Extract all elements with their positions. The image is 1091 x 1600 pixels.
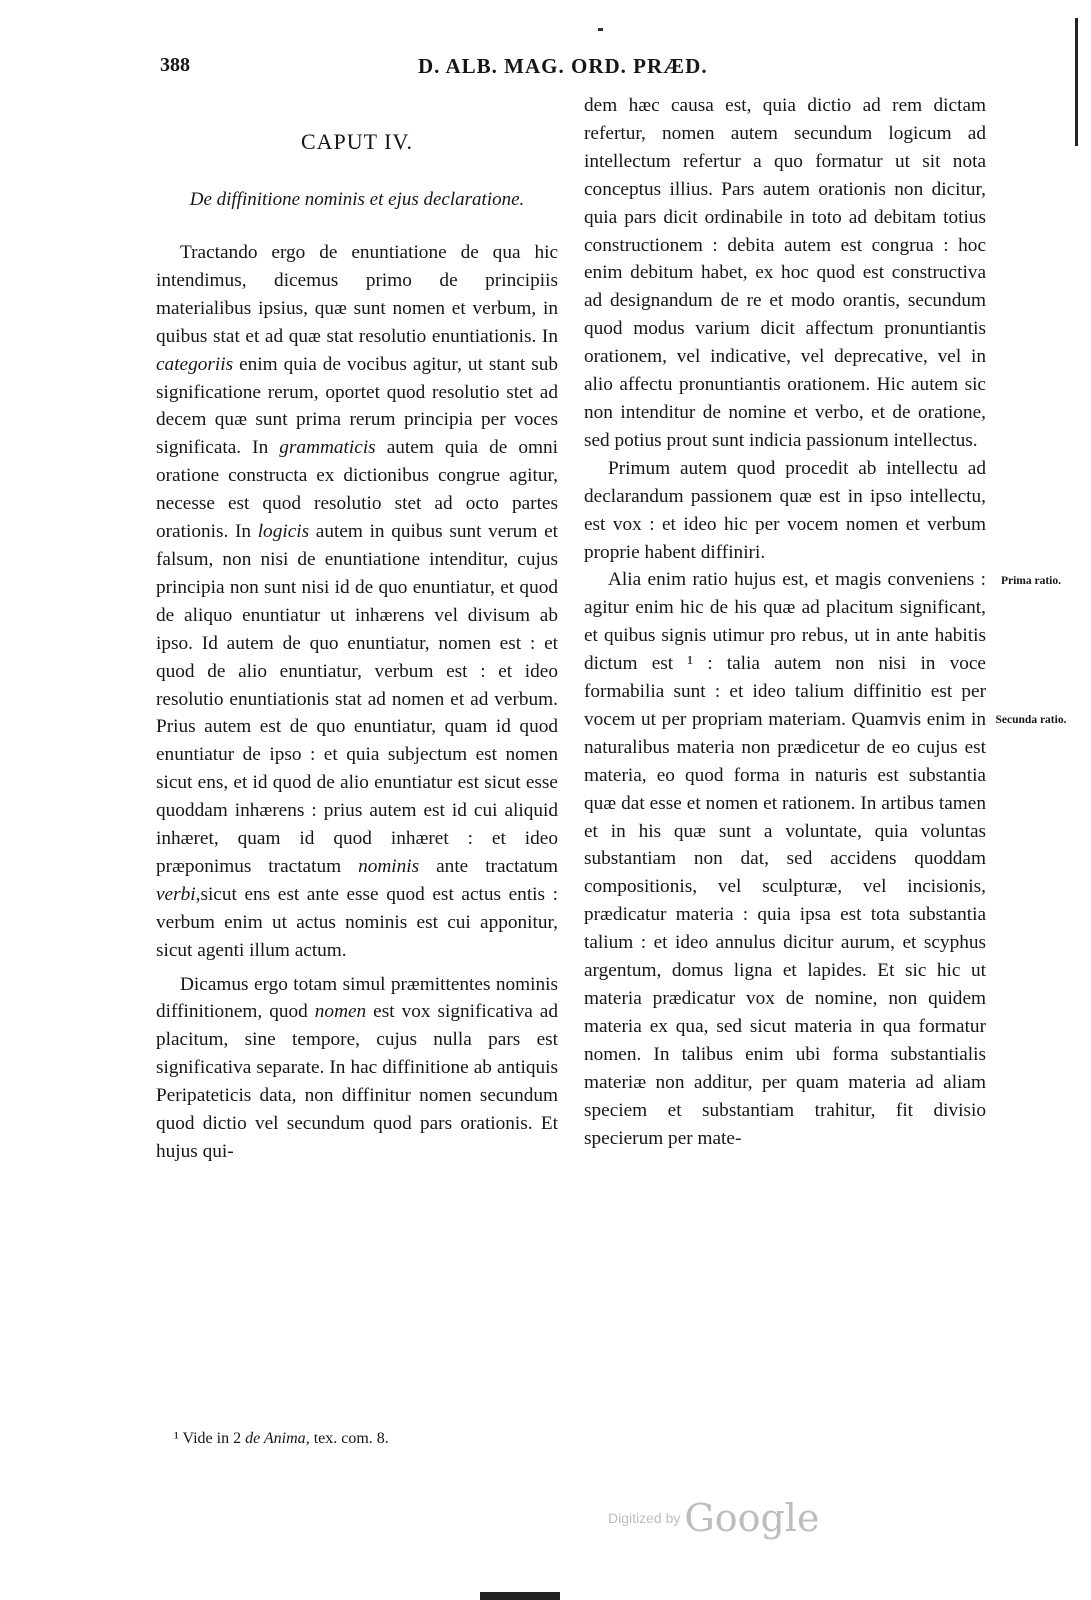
running-head: D. ALB. MAG. ORD. PRÆD. [418,54,708,78]
italic-term: verbi [156,883,196,905]
margin-note: Secunda ratio. [995,714,1067,726]
margin-note: Prima ratio. [1000,575,1062,587]
paragraph: dem hæc causa est, quia dictio ad rem dictam refertur, nomen autem secundum logicum ad intellectum refertur a quo formatur ut sit nota conceptus illius. Pars autem orationis non dicitur, quia pars dicit ordinabile in toto ad debitam totius constructionem : debita autem est congrua : hoc enim debitum habet, ex hoc quod est constructiva ad designandum de re et modo orantis, secundum quod modus varium dicit affectum pronuntiantis orationem, vel indicative, vel deprecative, vel in alio affectu pronuntiantis orationem. Hic autem sic non intenditur de nomine et verbo, et de oratione, sed potius prout sunt indicia passionum intellectus. [584,95,986,451]
bottom-ink-mark [480,1592,560,1600]
paragraph: Primum autem quod procedit ab intellectu ad declarandum passionem quæ est in ipso intellectu, est vox : et ideo hic per vocem nomen et verbum proprie habent diffiniri. [584,457,986,563]
right-column [584,92,986,1152]
page-edge-rule [1075,18,1078,146]
left-column [156,122,558,1166]
italic-term: categoriis [156,353,234,375]
digitization-watermark: Digitized by Google [608,1496,820,1540]
paragraph: Alia enim ratio hujus est, et magis conveniens : agitur enim hic de his quæ ad placitum significant, et quibus signis utimur pro rebus, ut in ante habitis dictum est ¹ : talia autem non nisi in voce formabilia sunt : et ideo talium diffinitio est per vocem ut per propriam materiam. Quamvis enim in naturalibus materia non prædicetur de eo cujus est materia, eo quod forma in naturis est substantia quæ dat esse et nomen et rationem. In artibus tamen et in his quæ sunt a voluntate, quia voluntas substantiam non dat, sed accidens quoddam compositionis, vel sculpturæ, vel incisionis, prædicatur materia : quia ipsa est tota substantia talium : et ideo annulus dicitur aurum, et scyphus argentum, domus ligna et lapides. Et sic hic ut materia prædicatur vox de nomine, non quidem materia ex qua, sed sicut materia in qua formatur nomen. In talibus enim ubi forma substantialis materiæ non additur, per quam materia ad aliam speciem et substantiam trahitur, fit divisio specierum per mate- [584,569,986,1149]
chapter-subtitle: De diffinitione nominis et ejus declaratione. [189,189,525,210]
paragraph: Tractando ergo de enuntiatione de qua hic intendimus, dicemus primo de principiis materialibus ipsius, quæ sunt nomen et verbum, in quibus stat et ad quæ stat resolutio enuntiationis. In categoriis enim quia de vocibus agitur, ut stant sub significatione rerum, oportet quod resolutio stet ad decem quæ sunt prima rerum principia per voces significata. In grammaticis autem quia de omni oratione constructa ex dictionibus congrue agitur, necesse est quod resolutio stet ad octo partes orationis. In logicis autem in quibus sunt verum et falsum, non nisi de enuntiatione intenditur, cujus principia non sunt nisi id de quo enuntiatur, et quod de aliquo enuntiatur ut inhærens vel divisum ab ipso. Id autem de quo enuntiatur, nomen est : et quod de alio enuntiatur, verbum est : et ideo resolutio enuntiationis stat ad nomen et ad verbum. Prius autem est de quo enuntiatur, quam id quod enuntiatur de ipso : et quia subjectum est nomen sicut ens, et id quod de alio enuntiatur est sicut esse quoddam inhærens : prius autem est id cui aliquid inhæret, quam id quod inhæret : et ideo præponimus tractatum nominis ante tractatum verbi,sicut ens est ante esse quod est actus entis : verbum enim ut actus nominis est cui apponitur, sicut agenti illum actum. [156,242,558,961]
chapter-title: CAPUT IV. [300,129,414,154]
ink-mark [598,28,603,31]
italic-term: grammaticis [279,437,376,459]
footnote: ¹ Vide in 2 de Anima, tex. com. 8. [174,1430,389,1447]
page-number: 388 [160,54,190,76]
google-logo: Google [684,1496,820,1540]
italic-term: nominis [358,855,420,877]
italic-term: nomen [314,1001,367,1023]
paragraph: Dicamus ergo totam simul præmittentes nominis diffinitionem, quod nomen est vox significativa ad placitum, sine tempore, cujus nulla pars est significativa separate. In hac diffinitione ab antiquis Peripateticis data, non diffinitur nomen secundum quod dictio vel secundum quod pars orationis. Et hujus qui- [156,973,559,1162]
italic-term: logicis [257,521,310,543]
